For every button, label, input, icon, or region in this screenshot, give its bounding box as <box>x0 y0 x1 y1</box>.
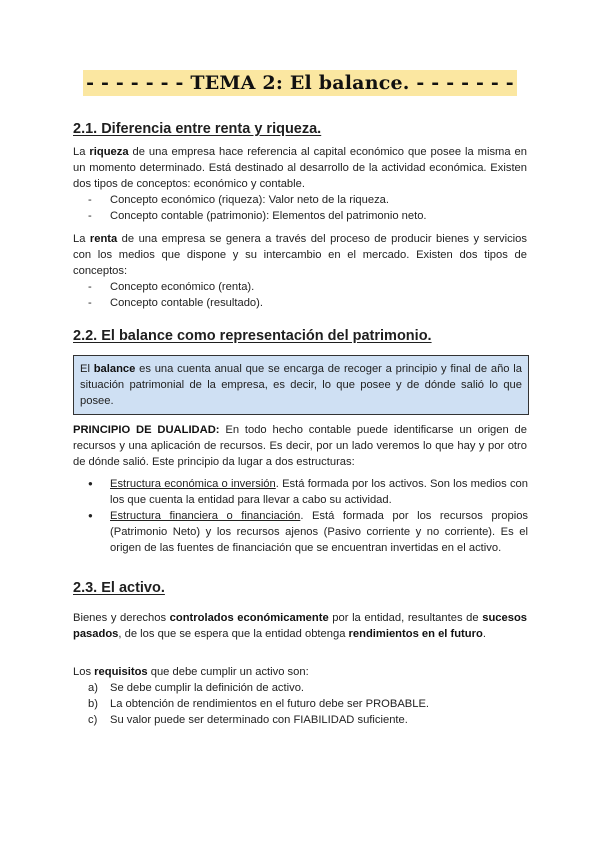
list-item: b) La obtención de rendimientos en el futuro debe ser PROBABLE. <box>88 698 430 710</box>
title-container <box>0 70 600 96</box>
list-item: - Concepto económico (renta). <box>88 281 255 293</box>
paragraph-renta: La renta de una empresa se genera a través del proceso de producir bienes y servicios con los medios que dispone y su intercambio en el mercado. Existen dos tipos de conceptos: <box>73 233 527 277</box>
section-heading-2-3: 2.3. El activo. <box>73 580 165 596</box>
paragraph-dualidad: PRINCIPIO DE DUALIDAD: En todo hecho contable puede identificarse un origen de recursos y una aplicación de recursos. Es decir, por un lado veremos lo que hay y por otro de dónde salió. Este principio da lugar a dos estructuras: <box>73 424 527 468</box>
document-title: - - - - - - - TEMA 2: El balance. - - - - - - - <box>83 70 517 96</box>
list-item: - Concepto económico (riqueza): Valor neto de la riqueza. <box>88 194 390 206</box>
list-item: a) Se debe cumplir la definición de activo. <box>88 682 305 694</box>
list-requisitos <box>88 680 528 728</box>
bullet-icon: ● <box>88 511 93 520</box>
section-heading-2-2: 2.2. El balance como representación del patrimonio. <box>73 328 432 344</box>
list-estructuras <box>88 476 528 556</box>
balance-definition-box: El balance es una cuenta anual que se encarga de recoger a principio y final de año la situación patrimonial de la empresa, es decir, lo que posee y de dónde salió lo que posee. <box>73 355 529 415</box>
list-item: - Concepto contable (resultado). <box>88 297 263 309</box>
paragraph-activo: Bienes y derechos controlados económicamente por la entidad, resultantes de sucesos pasados, de los que se espera que la entidad obtenga rendimientos en el futuro. <box>73 612 527 640</box>
list-item: - Concepto contable (patrimonio): Elementos del patrimonio neto. <box>88 210 427 222</box>
paragraph-requisitos: Los requisitos que debe cumplir un activo son: <box>73 666 309 678</box>
list-item: c) Su valor puede ser determinado con FIABILIDAD suficiente. <box>88 714 408 726</box>
list-item: ● Estructura económica o inversión. Está formada por los activos. Son los medios con los que cuenta la entidad para llevar a cabo su actividad. <box>88 478 528 506</box>
list-item: ● Estructura financiera o financiación. Está formada por los recursos propios (Patrimonio Neto) y los recursos ajenos (Pasivo corriente y no corriente). Es el origen de las fuentes de financiación que se encuentran invertidas en el activo. <box>88 510 529 554</box>
bullet-icon: ● <box>88 479 93 488</box>
list-renta <box>88 279 528 311</box>
section-heading-2-1: 2.1. Diferencia entre renta y riqueza. <box>73 121 322 137</box>
paragraph-riqueza: La riqueza de una empresa hace referencia al capital económico que posee la misma en un momento determinado. Está destinado al desarrollo de la actividad económica. Existen dos tipos de conceptos: económico y contable. <box>73 146 527 190</box>
list-riqueza <box>88 192 528 224</box>
